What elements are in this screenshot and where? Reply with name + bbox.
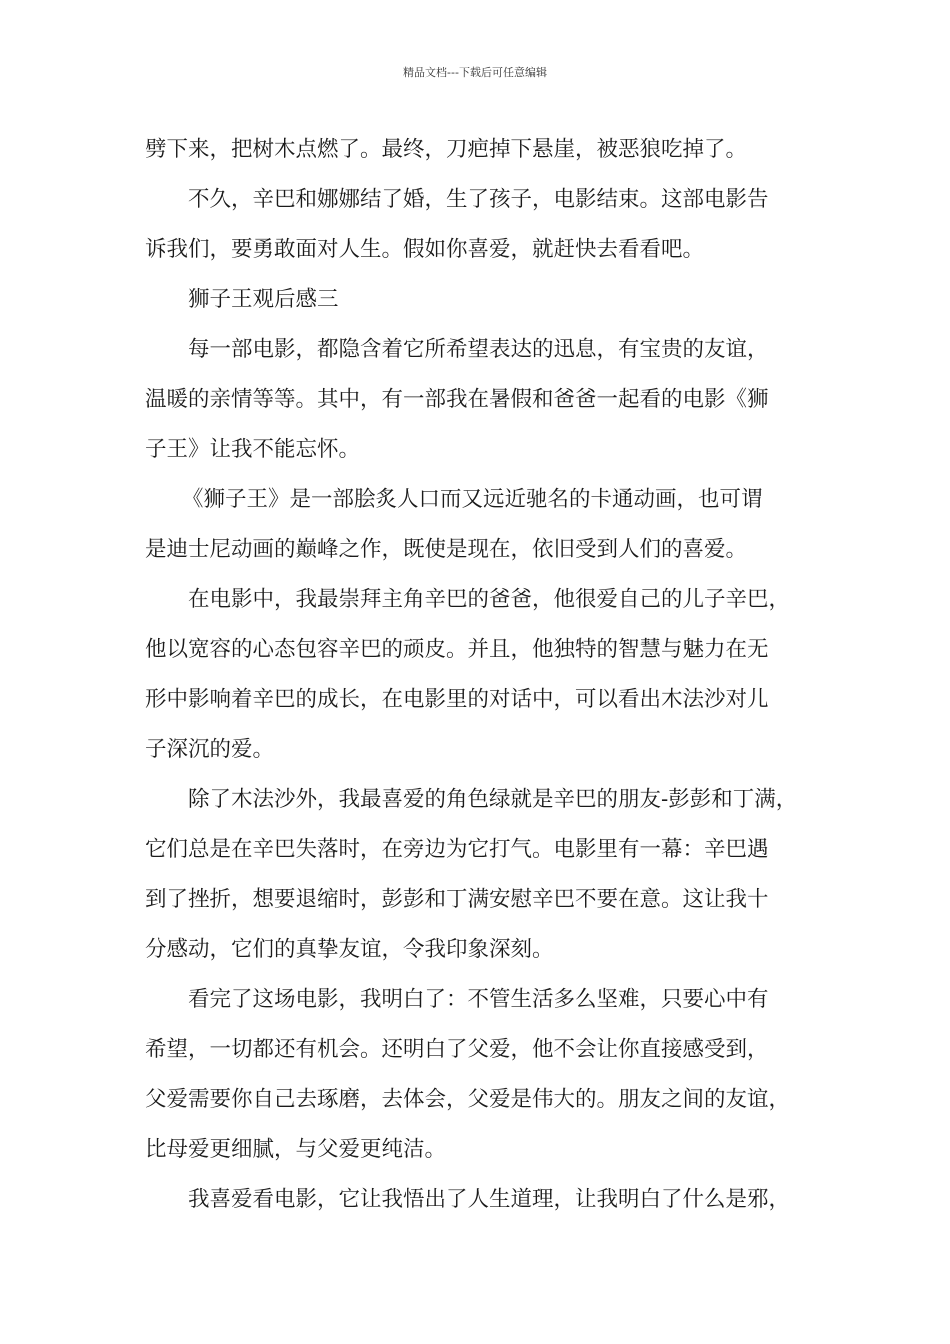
paragraph-start-line: 除了木法沙外，我最喜爱的角色绿就是辛巴的朋友-彭彭和丁满， (188, 787, 798, 812)
text-line: 希望，一切都还有机会。还明白了父爱，他不会让你直接感受到， (145, 1037, 769, 1062)
text-line: 形中影响着辛巴的成长，在电影里的对话中，可以看出木法沙对儿 (145, 687, 769, 712)
paragraph-start-line: 《狮子王》是一部脍炙人口而又远近驰名的卡通动画，也可谓 (182, 487, 763, 512)
text-line: 诉我们，要勇敢面对人生。假如你喜爱，就赶快去看看吧。 (145, 237, 705, 262)
text-line: 它们总是在辛巴失落时，在旁边为它打气。电影里有一幕：辛巴遇 (145, 837, 769, 862)
text-line: 分感动，它们的真挚友谊，令我印象深刻。 (145, 937, 554, 962)
section-heading: 狮子王观后感三 (188, 287, 339, 312)
text-line: 劈下来，把树木点燃了。最终，刀疤掉下悬崖，被恶狼吃掉了。 (145, 137, 748, 162)
paragraph-start-line: 每一部电影，都隐含着它所希望表达的迅息，有宝贵的友谊， (188, 337, 769, 362)
text-line: 温暖的亲情等等。其中，有一部我在暑假和爸爸一起看的电影《狮 (145, 387, 769, 412)
text-line: 是迪士尼动画的巅峰之作，既使是现在，依旧受到人们的喜爱。 (145, 537, 748, 562)
text-line: 子王》让我不能忘怀。 (145, 437, 361, 462)
page-header: 精品文档---下载后可任意编辑 (403, 66, 547, 79)
text-line: 父爱需要你自己去琢磨，去体会，父爱是伟大的。朋友之间的友谊， (145, 1087, 791, 1112)
text-line: 比母爱更细腻，与父爱更纯洁。 (145, 1137, 447, 1162)
paragraph-start-line: 看完了这场电影，我明白了：不管生活多么坚难，只要心中有 (188, 987, 769, 1012)
paragraph-start-line: 在电影中，我最崇拜主角辛巴的爸爸，他很爱自己的儿子辛巴， (188, 587, 791, 612)
paragraph-start-line: 不久，辛巴和娜娜结了婚，生了孩子，电影结束。这部电影告 (188, 187, 769, 212)
text-line: 他以宽容的心态包容辛巴的顽皮。并且，他独特的智慧与魅力在无 (145, 637, 769, 662)
text-line: 子深沉的爱。 (145, 737, 275, 762)
text-line: 到了挫折，想要退缩时，彭彭和丁满安慰辛巴不要在意。这让我十 (145, 887, 769, 912)
paragraph-start-line: 我喜爱看电影，它让我悟出了人生道理，让我明白了什么是邪， (188, 1187, 791, 1212)
